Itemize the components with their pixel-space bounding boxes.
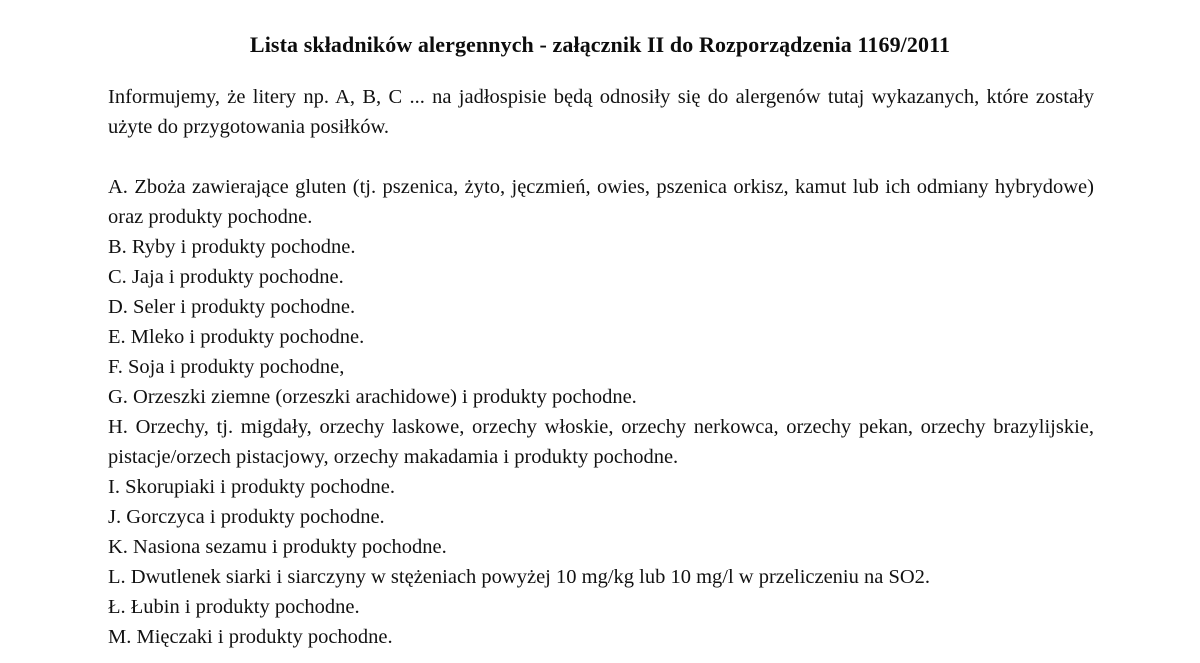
allergen-item-ł: Ł. Łubin i produkty pochodne. bbox=[108, 596, 360, 618]
document-body bbox=[108, 82, 1094, 652]
allergen-item-e: E. Mleko i produkty pochodne. bbox=[108, 326, 365, 348]
allergen-item-h: H. Orzechy, tj. migdały, orzechy laskowe, orzechy włoskie, orzechy nerkowca, orzechy pekan, orzechy brazylijskie, pistacje/orzech pistacjowy, orzechy makadamia i produkty pochodne. bbox=[108, 416, 1094, 468]
paragraph-spacer bbox=[108, 142, 1094, 172]
allergen-item-m: M. Mięczaki i produkty pochodne. bbox=[108, 626, 393, 648]
allergen-item-j: J. Gorczyca i produkty pochodne. bbox=[108, 506, 385, 528]
page-title: Lista składników alergennych - załącznik II do Rozporządzenia 1169/2011 bbox=[249, 31, 951, 57]
allergen-item-b: B. Ryby i produkty pochodne. bbox=[108, 236, 356, 258]
allergen-item-c: C. Jaja i produkty pochodne. bbox=[108, 266, 344, 288]
intro-paragraph: Informujemy, że litery np. A, B, C ... na jadłospisie będą odnosiły się do alergenów tutaj wykazanych, które zostały użyte do przygotowania posiłków. bbox=[108, 86, 1094, 138]
allergen-item-k: K. Nasiona sezamu i produkty pochodne. bbox=[108, 536, 447, 558]
allergen-item-i: I. Skorupiaki i produkty pochodne. bbox=[108, 476, 395, 498]
allergen-item-a: A. Zboża zawierające gluten (tj. pszenica, żyto, jęczmień, owies, pszenica orkisz, kamut lub ich odmiany hybrydowe) oraz produkty pochodne. bbox=[108, 176, 1094, 228]
allergen-item-f: F. Soja i produkty pochodne, bbox=[108, 356, 345, 378]
allergen-item-l: L. Dwutlenek siarki i siarczyny w stężeniach powyżej 10 mg/kg lub 10 mg/l w przeliczeniu na SO2. bbox=[108, 566, 931, 588]
allergen-list bbox=[108, 172, 1094, 652]
allergen-item-d: D. Seler i produkty pochodne. bbox=[108, 296, 356, 318]
allergen-item-g: G. Orzeszki ziemne (orzeszki arachidowe) i produkty pochodne. bbox=[108, 386, 637, 408]
